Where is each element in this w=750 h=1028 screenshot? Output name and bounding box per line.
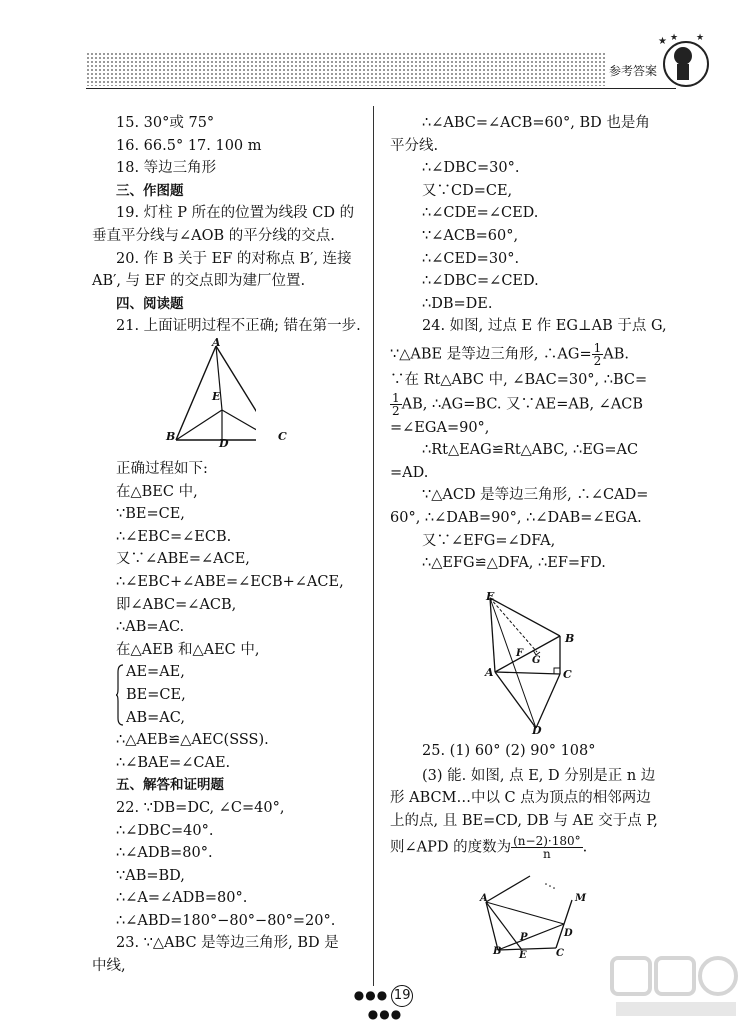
page-dots-left: ●●●: [353, 988, 389, 1002]
fig1-label-A: A: [212, 336, 221, 349]
half-fraction-denominator: 2: [593, 353, 602, 368]
answer-24-line2: [390, 342, 682, 367]
answer-24-line4: [390, 392, 682, 417]
proof-line-11: ∴∠BAE=∠CAE.: [116, 754, 231, 771]
brace-line-3: AB=AC,: [126, 709, 185, 726]
right-line-3: ∴∠DBC=30°.: [422, 160, 520, 177]
proof-line-10: ∴△AEB≌△AEC(SSS).: [116, 732, 269, 749]
brace-line-2: BE=CE,: [126, 686, 186, 703]
mascot-icon: [650, 30, 720, 94]
svg-text:★: ★: [696, 33, 705, 43]
fig2-label-G: G: [532, 655, 541, 666]
answer-25-line4: 上的点, 且 BE=CD, DB 与 AE 交于点 P,: [390, 812, 658, 829]
answer-22-line6: ∴∠ABD=180°−80°−80°=20°.: [116, 912, 336, 929]
answer-24-line7: =AD.: [390, 464, 429, 481]
answer-23-line1: 23. ∵△ABC 是等边三角形, BD 是: [116, 935, 339, 952]
fig1-label-C: C: [278, 430, 287, 443]
fig2-label-F: F: [516, 648, 524, 659]
right-line-9: ∴DB=DE.: [422, 295, 493, 312]
header-rule: [86, 88, 676, 89]
answer-22-line2: ∴∠DBC=40°.: [116, 822, 214, 839]
answer-24-line2-tail: AB.: [603, 346, 630, 363]
answer-22-line1: 22. ∵DB=DC, ∠C=40°,: [116, 799, 285, 816]
header-dot-band: [86, 52, 606, 86]
angle-fraction-denominator: n: [543, 847, 551, 862]
half-fraction-2-denominator: 2: [392, 403, 400, 418]
answer-16-17: 16. 66.5° 17. 100 m: [116, 137, 262, 154]
answer-20-line1: 20. 作 B 关于 EF 的对称点 B′, 连接: [116, 250, 352, 267]
fig3-label-M: M: [575, 893, 587, 904]
fig1-label-E: E: [212, 390, 221, 403]
answer-24-line3: ∵在 Rt△ABC 中, ∠BAC=30°, ∴BC=: [390, 371, 648, 388]
answer-25-line5-text: 则∠APD 的度数为: [390, 839, 512, 856]
page-dots-right: ●●●: [367, 1007, 403, 1021]
proof-line-4: ∴∠EBC=∠ECB.: [116, 528, 232, 545]
answer-25-line1: 25. (1) 60° (2) 90° 108°: [422, 743, 596, 759]
column-divider: [373, 106, 374, 986]
svg-text:★: ★: [658, 36, 667, 47]
proof-line-2: 在△BEC 中,: [116, 483, 198, 500]
proof-line-3: ∵BE=CE,: [116, 506, 185, 523]
fig2-label-C: C: [563, 668, 572, 681]
fig2-label-E: E: [486, 590, 495, 603]
answer-25-line5-tail: .: [582, 839, 588, 856]
answer-24-line1: 24. 如图, 过点 E 作 EG⊥AB 于点 G,: [422, 318, 667, 335]
right-line-6: ∵∠ACB=60°,: [422, 227, 519, 244]
right-line-2: 平分线.: [390, 137, 439, 154]
brace-system: [116, 661, 361, 729]
answer-24-line5: =∠EGA=90°,: [390, 419, 490, 436]
brace-icon: [116, 664, 123, 726]
right-column: [390, 112, 682, 575]
fig3-label-B: B: [493, 946, 502, 957]
half-fraction-2: [390, 392, 402, 417]
answer-25-line2: (3) 能. 如图, 点 E, D 分别是正 n 边: [422, 767, 656, 784]
proof-line-7: 即∠ABC=∠ACB,: [116, 596, 237, 613]
answer-24-line11: ∴△EFG≌△DFA, ∴EF=FD.: [422, 555, 606, 572]
fig2-label-A: A: [485, 666, 494, 679]
header-label: 参考答案: [609, 64, 658, 78]
fig2-label-D: D: [532, 724, 542, 737]
fig3-label-P: P: [520, 932, 528, 943]
answer-19-line2: 垂直平分线与∠AOB 的平分线的交点.: [92, 227, 335, 244]
right-column-continued: [390, 740, 682, 860]
proof-line-6: ∴∠EBC+∠ABE=∠ECB+∠ACE,: [116, 573, 344, 590]
answer-22-line5: ∴∠A=∠ADB=80°.: [116, 890, 248, 907]
half-fraction: [592, 342, 604, 367]
fig1-label-B: B: [166, 430, 176, 443]
page-number-value: 19: [391, 985, 413, 1007]
brace-line-1: AE=AE,: [126, 664, 185, 681]
left-column: [92, 112, 361, 456]
answer-20-line2: AB′, 与 EF 的交点即为建厂位置.: [92, 273, 306, 290]
left-column-continued: [92, 458, 361, 978]
right-line-4: 又∵CD=CE,: [422, 182, 513, 199]
fig3-label-A: A: [480, 893, 488, 904]
answer-22-line4: ∵AB=BD,: [116, 867, 185, 884]
answer-24-line6: ∴Rt△EAG≌Rt△ABC, ∴EG=AC: [422, 442, 639, 459]
answer-24-line2-text: ∵△ABE 是等边三角形, ∴AG=: [390, 346, 592, 363]
answer-19-line1: 19. 灯柱 P 所在的位置为线段 CD 的: [116, 205, 355, 222]
angle-fraction-numerator: (n−2)·180°: [513, 834, 581, 849]
proof-line-8: ∴AB=AC.: [116, 619, 185, 636]
answer-25-line3: 形 ABCM…中以 C 点为顶点的相邻两边: [390, 790, 651, 807]
right-line-5: ∴∠CDE=∠CED.: [422, 205, 539, 222]
fig3-label-D: D: [564, 928, 573, 939]
section-heading-5: 五、解答和证明题: [116, 777, 224, 794]
answer-23-line2: 中线,: [92, 958, 126, 975]
angle-fraction: [511, 835, 583, 860]
fig3-label-C: C: [556, 948, 564, 959]
answer-18: 18. 等边三角形: [116, 160, 217, 177]
answer-15: 15. 30°或 75°: [116, 115, 215, 131]
proof-line-5: 又∵∠ABE=∠ACE,: [116, 551, 250, 568]
answer-24-line4-text: AB, ∴AG=BC. 又∵AE=AB, ∠ACB: [401, 396, 644, 413]
right-line-8: ∴∠DBC=∠CED.: [422, 273, 539, 290]
answer-24-line9: 60°, ∴∠DAB=90°, ∴∠DAB=∠EGA.: [390, 509, 642, 526]
answer-22-line3: ∴∠ADB=80°.: [116, 845, 213, 862]
section-heading-4: 四、阅读题: [116, 295, 184, 312]
page-number: [340, 985, 430, 1021]
watermark-logo-icon: [606, 950, 746, 1024]
answer-21: 21. 上面证明过程不正确; 错在第一步.: [116, 318, 361, 335]
right-line-7: ∴∠CED=30°.: [422, 250, 520, 267]
proof-line-1: 正确过程如下:: [116, 461, 208, 477]
proof-line-9: 在△AEB 和△AEC 中,: [116, 641, 260, 658]
answer-25-line5: [390, 835, 682, 860]
half-fraction-numerator: 1: [593, 340, 602, 355]
svg-text:★: ★: [670, 33, 679, 43]
fig2-label-B: B: [565, 632, 575, 645]
answer-24-line10: 又∵∠EFG=∠DFA,: [422, 532, 556, 549]
right-line-1: ∴∠ABC=∠ACB=60°, BD 也是角: [422, 115, 650, 131]
triangle-figure-1: [116, 340, 256, 452]
section-heading-3: 三、作图题: [116, 182, 184, 199]
half-fraction-2-numerator: 1: [392, 390, 400, 405]
answer-24-line8: ∵△ACD 是等边三角形, ∴∠CAD=: [422, 487, 649, 504]
fig1-label-D: D: [219, 437, 229, 450]
fig3-label-E: E: [519, 950, 527, 961]
